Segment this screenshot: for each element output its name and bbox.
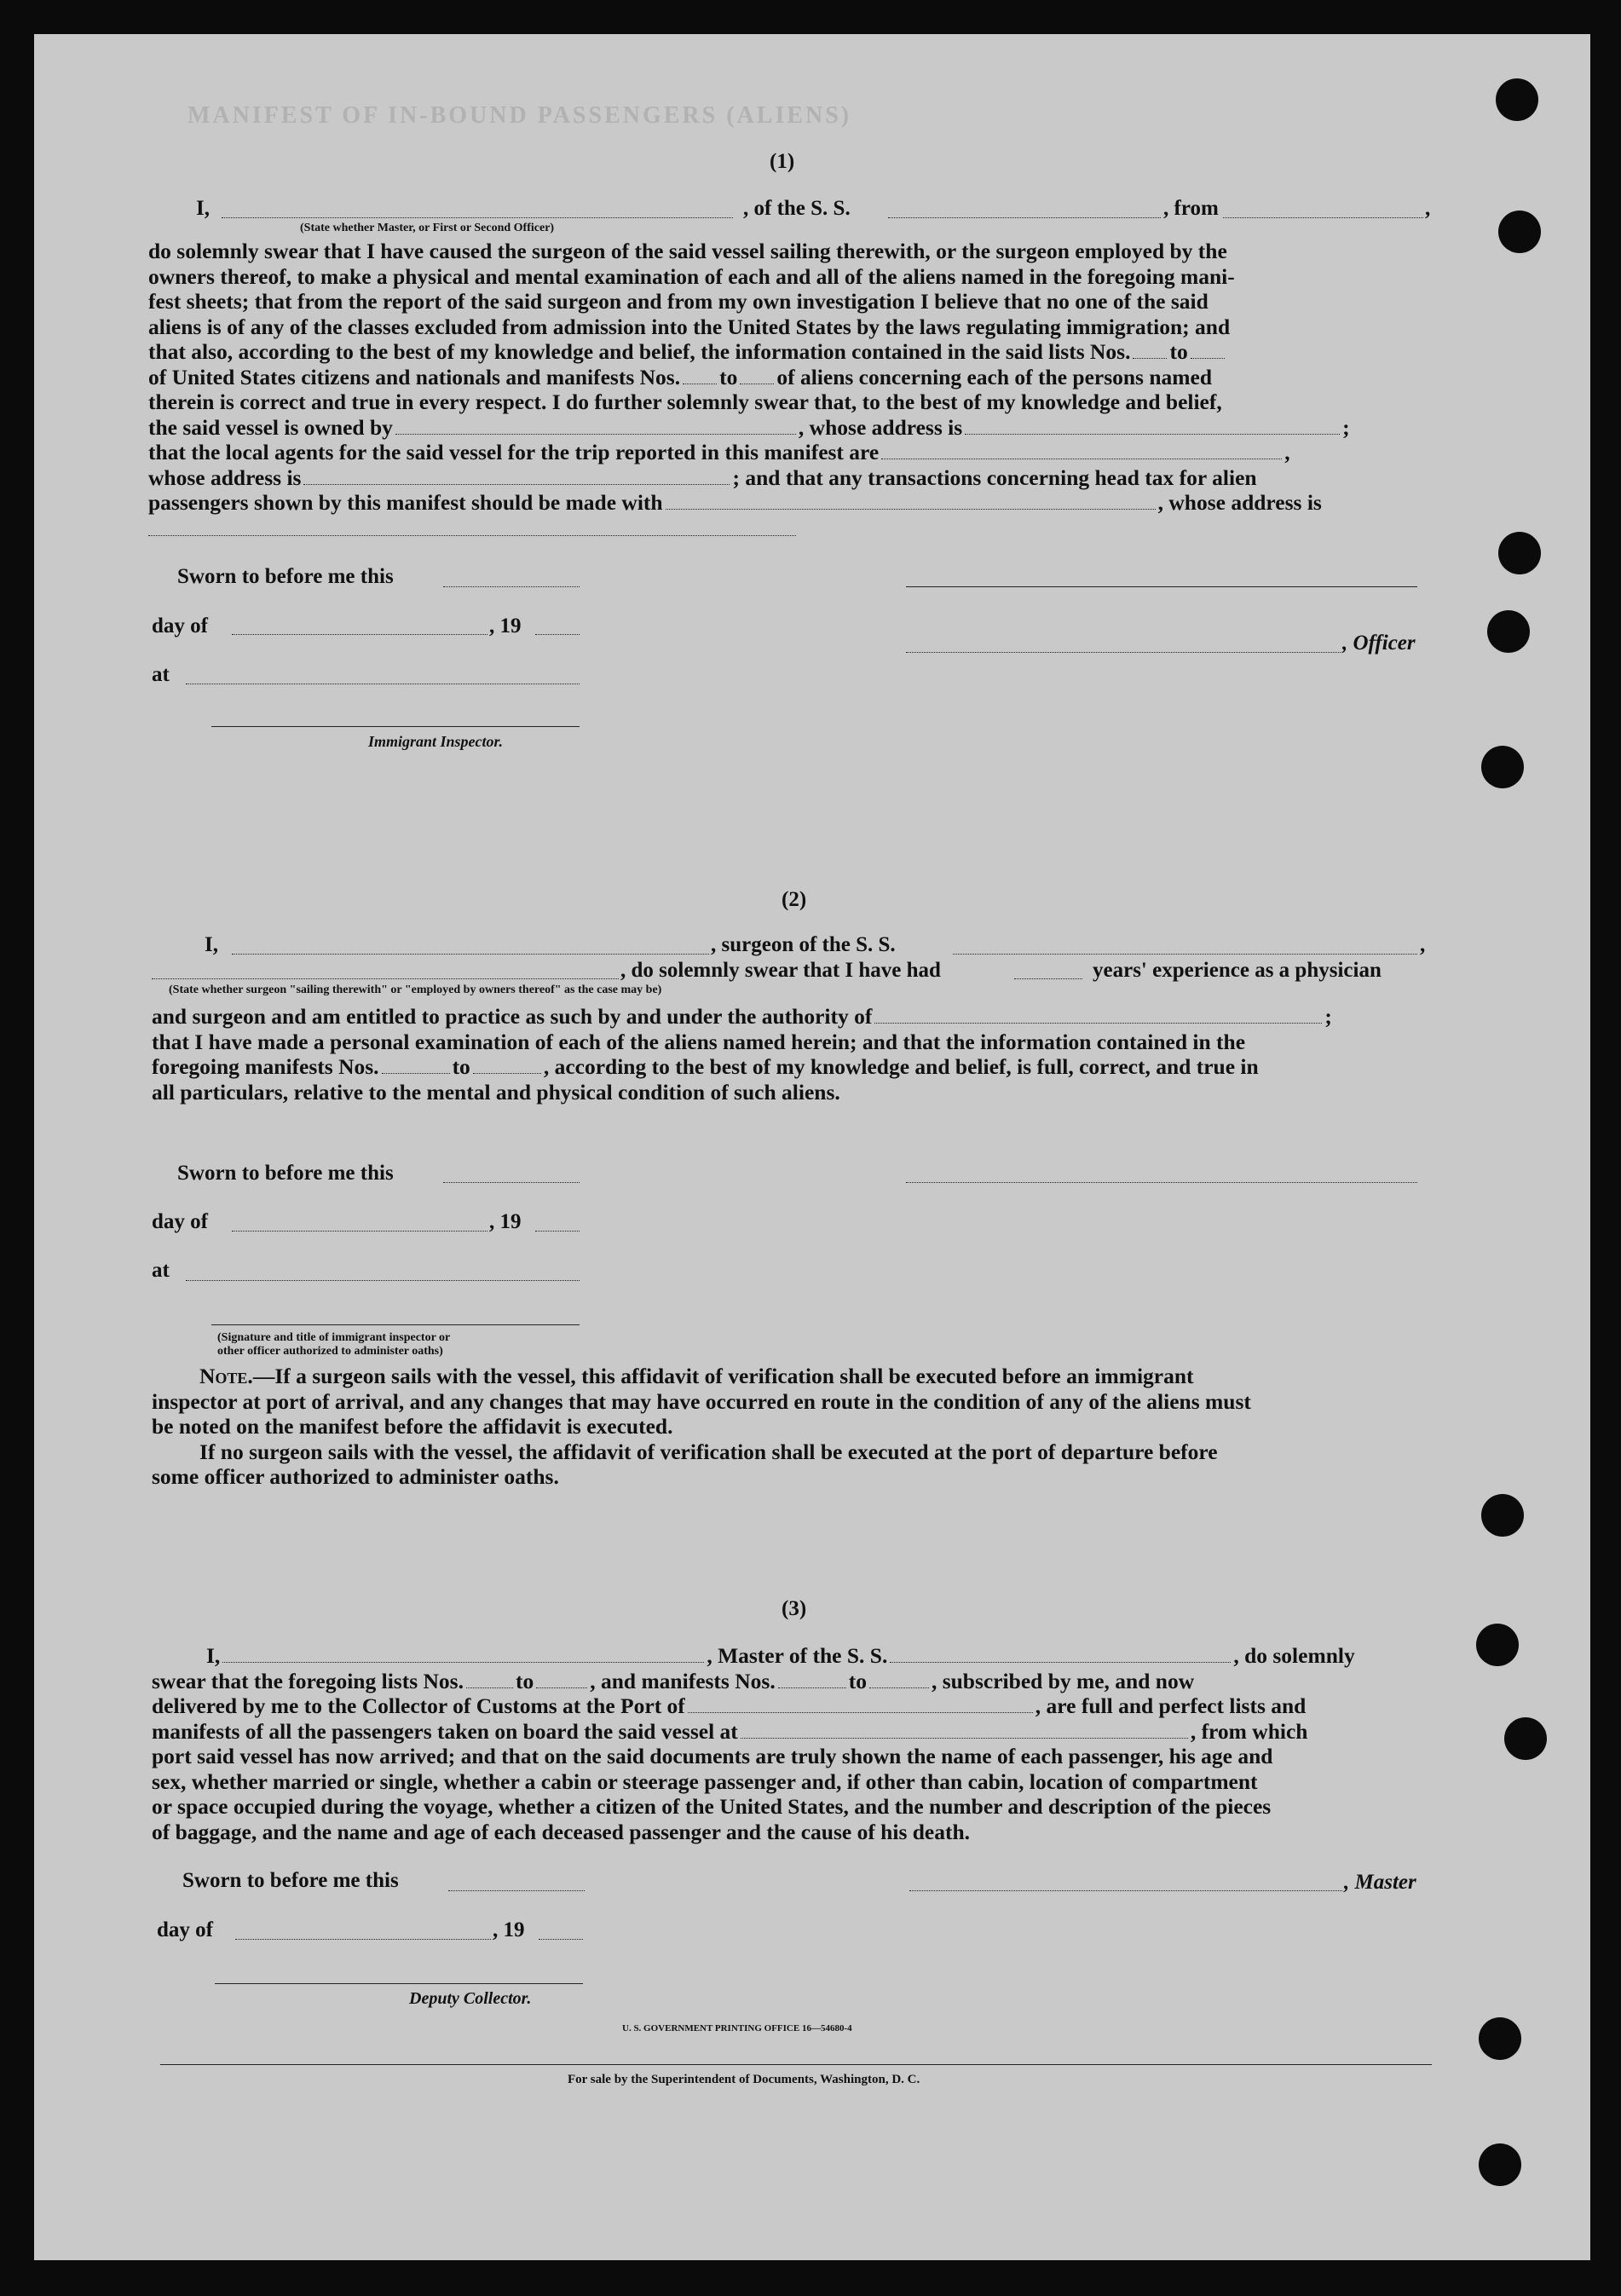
s2-year-field[interactable] (535, 1231, 580, 1232)
s1-headtax-address-field[interactable] (148, 535, 796, 536)
s1-year-label: , 19 (489, 614, 522, 637)
s1-line: fest sheets; that from the report of the said surgeon and from my own investigation I believe that no one of the said (148, 289, 1209, 314)
s1-officer-note: (State whether Master, or First or Second Officer) (300, 222, 555, 234)
s1-line: do solemnly swear that I have caused the surgeon of the said vessel sailing therewith, or the surgeon employed by the (148, 239, 1227, 263)
s3-month-field[interactable] (235, 1939, 491, 1940)
s1-officer-field[interactable] (906, 652, 1341, 653)
s1-officer-label: , Officer (1342, 632, 1416, 655)
s1-line: aliens is of any of the classes excluded from admission into the United States by the laws regulating immigration; and (148, 314, 1231, 339)
s3-deputy-label: Deputy Collector. (409, 1989, 532, 2008)
s3-line: delivered by me to the Collector of Customs at the Port of , are full and perfect lists and (152, 1693, 1307, 1718)
s2-line: foregoing manifests Nos. to , according to the best of my knowledge and belief, is full, correct, and true in (152, 1054, 1259, 1079)
s3-port-field[interactable] (688, 1693, 1033, 1713)
s2-year-label: , 19 (489, 1210, 522, 1233)
s1-year-field[interactable] (535, 634, 580, 635)
s3-master-label: , Master (1344, 1871, 1416, 1894)
punch-hole (1479, 2017, 1521, 2060)
punch-hole (1487, 610, 1530, 653)
section-1-body (148, 239, 1350, 516)
punch-hole (1498, 532, 1541, 574)
s1-line: passengers shown by this manifest should be made with , whose address is (148, 490, 1322, 515)
s1-at-label: at (152, 663, 170, 686)
section-2-body (152, 1004, 1332, 1105)
note-line: some officer authorized to administer oaths. (152, 1464, 559, 1489)
s1-officer-signature-line[interactable] (906, 586, 1417, 587)
s3-line: port said vessel has now arrived; and that on the said documents are truly shown the name of each passenger, his age and (152, 1744, 1273, 1768)
s2-sworn-day-field[interactable] (443, 1182, 580, 1183)
footer-rule (160, 2064, 1432, 2065)
s3-line: manifests of all the passengers taken on board the said vessel at , from which (152, 1718, 1308, 1744)
s1-agents-address-field[interactable] (303, 465, 730, 485)
s2-surgeon-label: , surgeon of the S. S. (711, 933, 896, 956)
punch-hole (1481, 1494, 1524, 1537)
gpo-imprint: U. S. GOVERNMENT PRINTING OFFICE 16—54680-4 (622, 2023, 852, 2034)
s2-manifest-from-field[interactable] (382, 1054, 450, 1074)
section-3-number: (3) (782, 1597, 807, 1620)
s3-lists-from-field[interactable] (466, 1669, 513, 1688)
note-line: Note.—If a surgeon sails with the vessel, this affidavit of verification shall be executed before an immigrant (199, 1364, 1194, 1388)
s2-inspector-signature-line[interactable] (211, 1324, 580, 1325)
s1-lists-to-field[interactable] (1191, 339, 1225, 359)
s1-owner-field[interactable] (395, 415, 796, 435)
s3-line: sex, whether married or single, whether a cabin or steerage passenger and, if other than cabin, location of compartment (152, 1768, 1258, 1794)
s1-from-field[interactable] (1223, 217, 1423, 218)
s3-master-name-field[interactable] (222, 1643, 704, 1663)
s2-sworn-label: Sworn to before me this (177, 1162, 394, 1185)
s1-i-label: I, (196, 197, 210, 220)
s1-manifest-to-field[interactable] (740, 365, 774, 384)
s2-years-field[interactable] (1014, 978, 1082, 979)
s1-line: that also, according to the best of my knowledge and belief, the information contained in the said lists Nos. to (148, 339, 1350, 365)
s3-year-field[interactable] (539, 1939, 583, 1940)
s1-line: that the local agents for the said vessel for the trip reported in this manifest are , (148, 440, 1290, 464)
s2-dayof-label: day of (152, 1210, 208, 1233)
s2-surgeon-note: (State whether surgeon "sailing therewith" or "employed by owners thereof" as the case may be) (169, 984, 662, 996)
s1-manifest-from-field[interactable] (683, 365, 717, 384)
s3-line: of baggage, and the name and age of each deceased passenger and the cause of his death. (152, 1819, 971, 1844)
s2-signature-note-1: (Signature and title of immigrant inspector or (217, 1331, 451, 1344)
s3-manifest-to-field[interactable] (869, 1669, 929, 1688)
s3-year-label: , 19 (493, 1918, 525, 1941)
punch-hole (1498, 211, 1541, 253)
s1-inspector-signature-line[interactable] (211, 726, 580, 727)
section-1-number: (1) (770, 150, 795, 173)
s1-officer-title-field[interactable] (222, 217, 733, 218)
s2-month-field[interactable] (232, 1231, 487, 1232)
s3-dayof-label: day of (157, 1918, 213, 1941)
s3-manifest-from-field[interactable] (778, 1669, 846, 1688)
punch-hole (1496, 78, 1538, 121)
s3-boarding-port-field[interactable] (741, 1719, 1188, 1739)
s1-line: owners thereof, to make a physical and mental examination of each and all of the aliens named in the foregoing mani- (148, 263, 1235, 289)
note-line: be noted on the manifest before the affidavit is executed. (152, 1414, 673, 1439)
s3-line: or space occupied during the voyage, whether a citizen of the United States, and the number and description of the pieces (152, 1794, 1272, 1819)
s1-sworn-day-field[interactable] (443, 586, 580, 587)
s1-agents-field[interactable] (881, 440, 1282, 459)
s2-line: and surgeon and am entitled to practice as such by and under the authority of ; (152, 1004, 1332, 1029)
s2-i-label: I, (205, 933, 218, 956)
s3-lists-to-field[interactable] (536, 1669, 587, 1688)
bleed-through-header: MANIFEST OF IN-BOUND PASSENGERS (ALIENS) (187, 102, 852, 129)
note-line: inspector at port of arrival, and any changes that may have occurred en route in the condition of any of the aliens must (152, 1388, 1251, 1414)
s2-at-field[interactable] (186, 1280, 580, 1281)
s1-lists-from-field[interactable] (1133, 339, 1167, 359)
s1-month-field[interactable] (232, 634, 487, 635)
sale-notice: For sale by the Superintendent of Documents, Washington, D. C. (568, 2073, 920, 2086)
s1-line: the said vessel is owned by , whose address is ; (148, 414, 1350, 440)
s2-swear-label: , do solemnly swear that I have had (620, 959, 941, 982)
s3-deputy-signature-line[interactable] (215, 1983, 583, 1984)
s1-line: of United States citizens and nationals and manifests Nos. to of aliens concerning each of the persons named (148, 364, 1213, 389)
s2-vessel-field[interactable] (953, 954, 1417, 955)
s1-headtax-field[interactable] (666, 490, 1156, 510)
punch-hole (1476, 1624, 1519, 1666)
s1-inspector-label: Immigrant Inspector. (368, 733, 504, 750)
form-sheet: MANIFEST OF IN-BOUND PASSENGERS (ALIENS) (1) I, , of the S. S. , from , (State whether Master, or First or Second Officer) do solemnly swear that I have caused the surgeon of the said vessel sailing therewith, or the surgeon employed by the owners thereof, to make a physical and mental examination of each and all of the aliens named in the foregoing mani- fest sheets; that from the report of the said surgeon and from my own investigation I believe that no one of the said aliens is of any of the classes excluded from admission into the United States by the laws regulating immigration; and that also, according to the best of my knowledge and belief, the information contained in the said lists Nos. to of United States citizens and nationals and manifests Nos. to of aliens concerning each of the persons named therein is correct and true in every respect. I do further solemnly swear that, to the best of my knowledge and belief, the said vessel is owned by , whose address is ; that the local agents for the said vessel for the trip reported in this manifest are , whose address is ; and that any transactions concerning head tax for alien passengers shown by this manifest should be made with , whose address is Sworn to before me this day of , 19 , Officer at Immigrant Inspector. (2) I, , surgeon of the S. S. , , do solemnly swear that I have had years' experience as a physician (State whether surgeon "sailing therewith" or "employed by owners thereof" as the case may be) and surgeon and am entitled to practice as such by and under the authority of ; that I have made a personal examination of each of the aliens named herein; and that the information contained in the foregoing manifests Nos. to , according to the best of my knowledge and belief, is full, correct, and true in all particulars, relative to the mental and physical condition of such aliens. Sworn to before me this day of , 19 at (Signature and title of immigrant inspector or other officer authorized to administer oaths) Note.—If a surgeon sails with the vessel, this affidavit of verification shall be executed before an immigrant inspector at port of arrival, and any changes that may have occurred en route in the condition of any of the aliens must be noted on the manifest before the affidavit is executed. If no surgeon sails with the vessel, the affidavit of verification shall be executed at the port of departure before some officer authorized to administer oaths. (3) I, , Master of the S. S. , do solemnly swear that the foregoing lists Nos. to , and manifests Nos. to , subscribed by me, and now delivered by me to the Collector of Customs at the Port of , are full and perfect lists and manifests of all the passengers taken on board the said vessel at , from which port said vessel has now arrived; and that on the said documents are truly shown the name of each passenger, his age and sex, whether married or single, whether a cabin or steerage passenger and, if other than cabin, location of compartment or space occupied during the voyage, whether a citizen of the United States, and the number and description of the pieces of baggage, and the name and age of each deceased passenger and the cause of his death. Sworn to before me this , Master day of , 19 Deputy Collector. U. S. GOVERNMENT PRINTING OFFICE 16—54680-4 For sale by the Superintendent of Documents, Washington, D. C. (34, 34, 1590, 2260)
s1-owner-address-field[interactable] (965, 415, 1340, 435)
section-3-body (152, 1643, 1355, 1844)
s3-line: swear that the foregoing lists Nos. to , and manifests Nos. to , subscribed by me, and now (152, 1668, 1195, 1693)
s1-dayof-label: day of (152, 614, 208, 637)
s2-surgeon-type-field[interactable] (152, 978, 619, 979)
s2-signature-note-2: other officer authorized to administer oaths) (217, 1345, 443, 1358)
s2-years-label: years' experience as a physician (1093, 959, 1382, 982)
punch-hole (1479, 2143, 1521, 2186)
s1-from-label: , from (1163, 197, 1219, 220)
s2-manifest-to-field[interactable] (473, 1054, 541, 1074)
s1-line: whose address is ; and that any transactions concerning head tax for alien (148, 464, 1257, 490)
s2-line: all particulars, relative to the mental and physical condition of such aliens. (152, 1079, 840, 1105)
note-line: If no surgeon sails with the vessel, the affidavit of verification shall be executed at the port of departure before (199, 1439, 1218, 1464)
s2-surgeon-signature-line[interactable] (906, 1182, 1417, 1183)
section-2-number: (2) (782, 888, 807, 911)
s3-line: I, , Master of the S. S. , do solemnly (206, 1643, 1355, 1668)
s2-at-label: at (152, 1259, 170, 1282)
s3-sworn-day-field[interactable] (448, 1890, 585, 1891)
punch-hole (1504, 1717, 1547, 1760)
s2-surgeon-name-field[interactable] (232, 954, 709, 955)
s2-line: that I have made a personal examination of each of the aliens named herein; and that the information contained in the (152, 1029, 1246, 1054)
s3-master-signature-line[interactable] (909, 1890, 1342, 1891)
s1-vessel-field[interactable] (888, 217, 1161, 218)
s1-sworn-label: Sworn to before me this (177, 565, 394, 588)
s2-note (152, 1364, 1251, 1490)
s3-sworn-label: Sworn to before me this (182, 1869, 399, 1892)
s3-vessel-field[interactable] (890, 1643, 1231, 1663)
s2-authority-field[interactable] (874, 1004, 1322, 1024)
s1-line: therein is correct and true in every respect. I do further solemnly swear that, to the best of my knowledge and belief, (148, 389, 1222, 414)
punch-hole (1481, 746, 1524, 788)
s1-ofss-label: , of the S. S. (743, 197, 851, 220)
